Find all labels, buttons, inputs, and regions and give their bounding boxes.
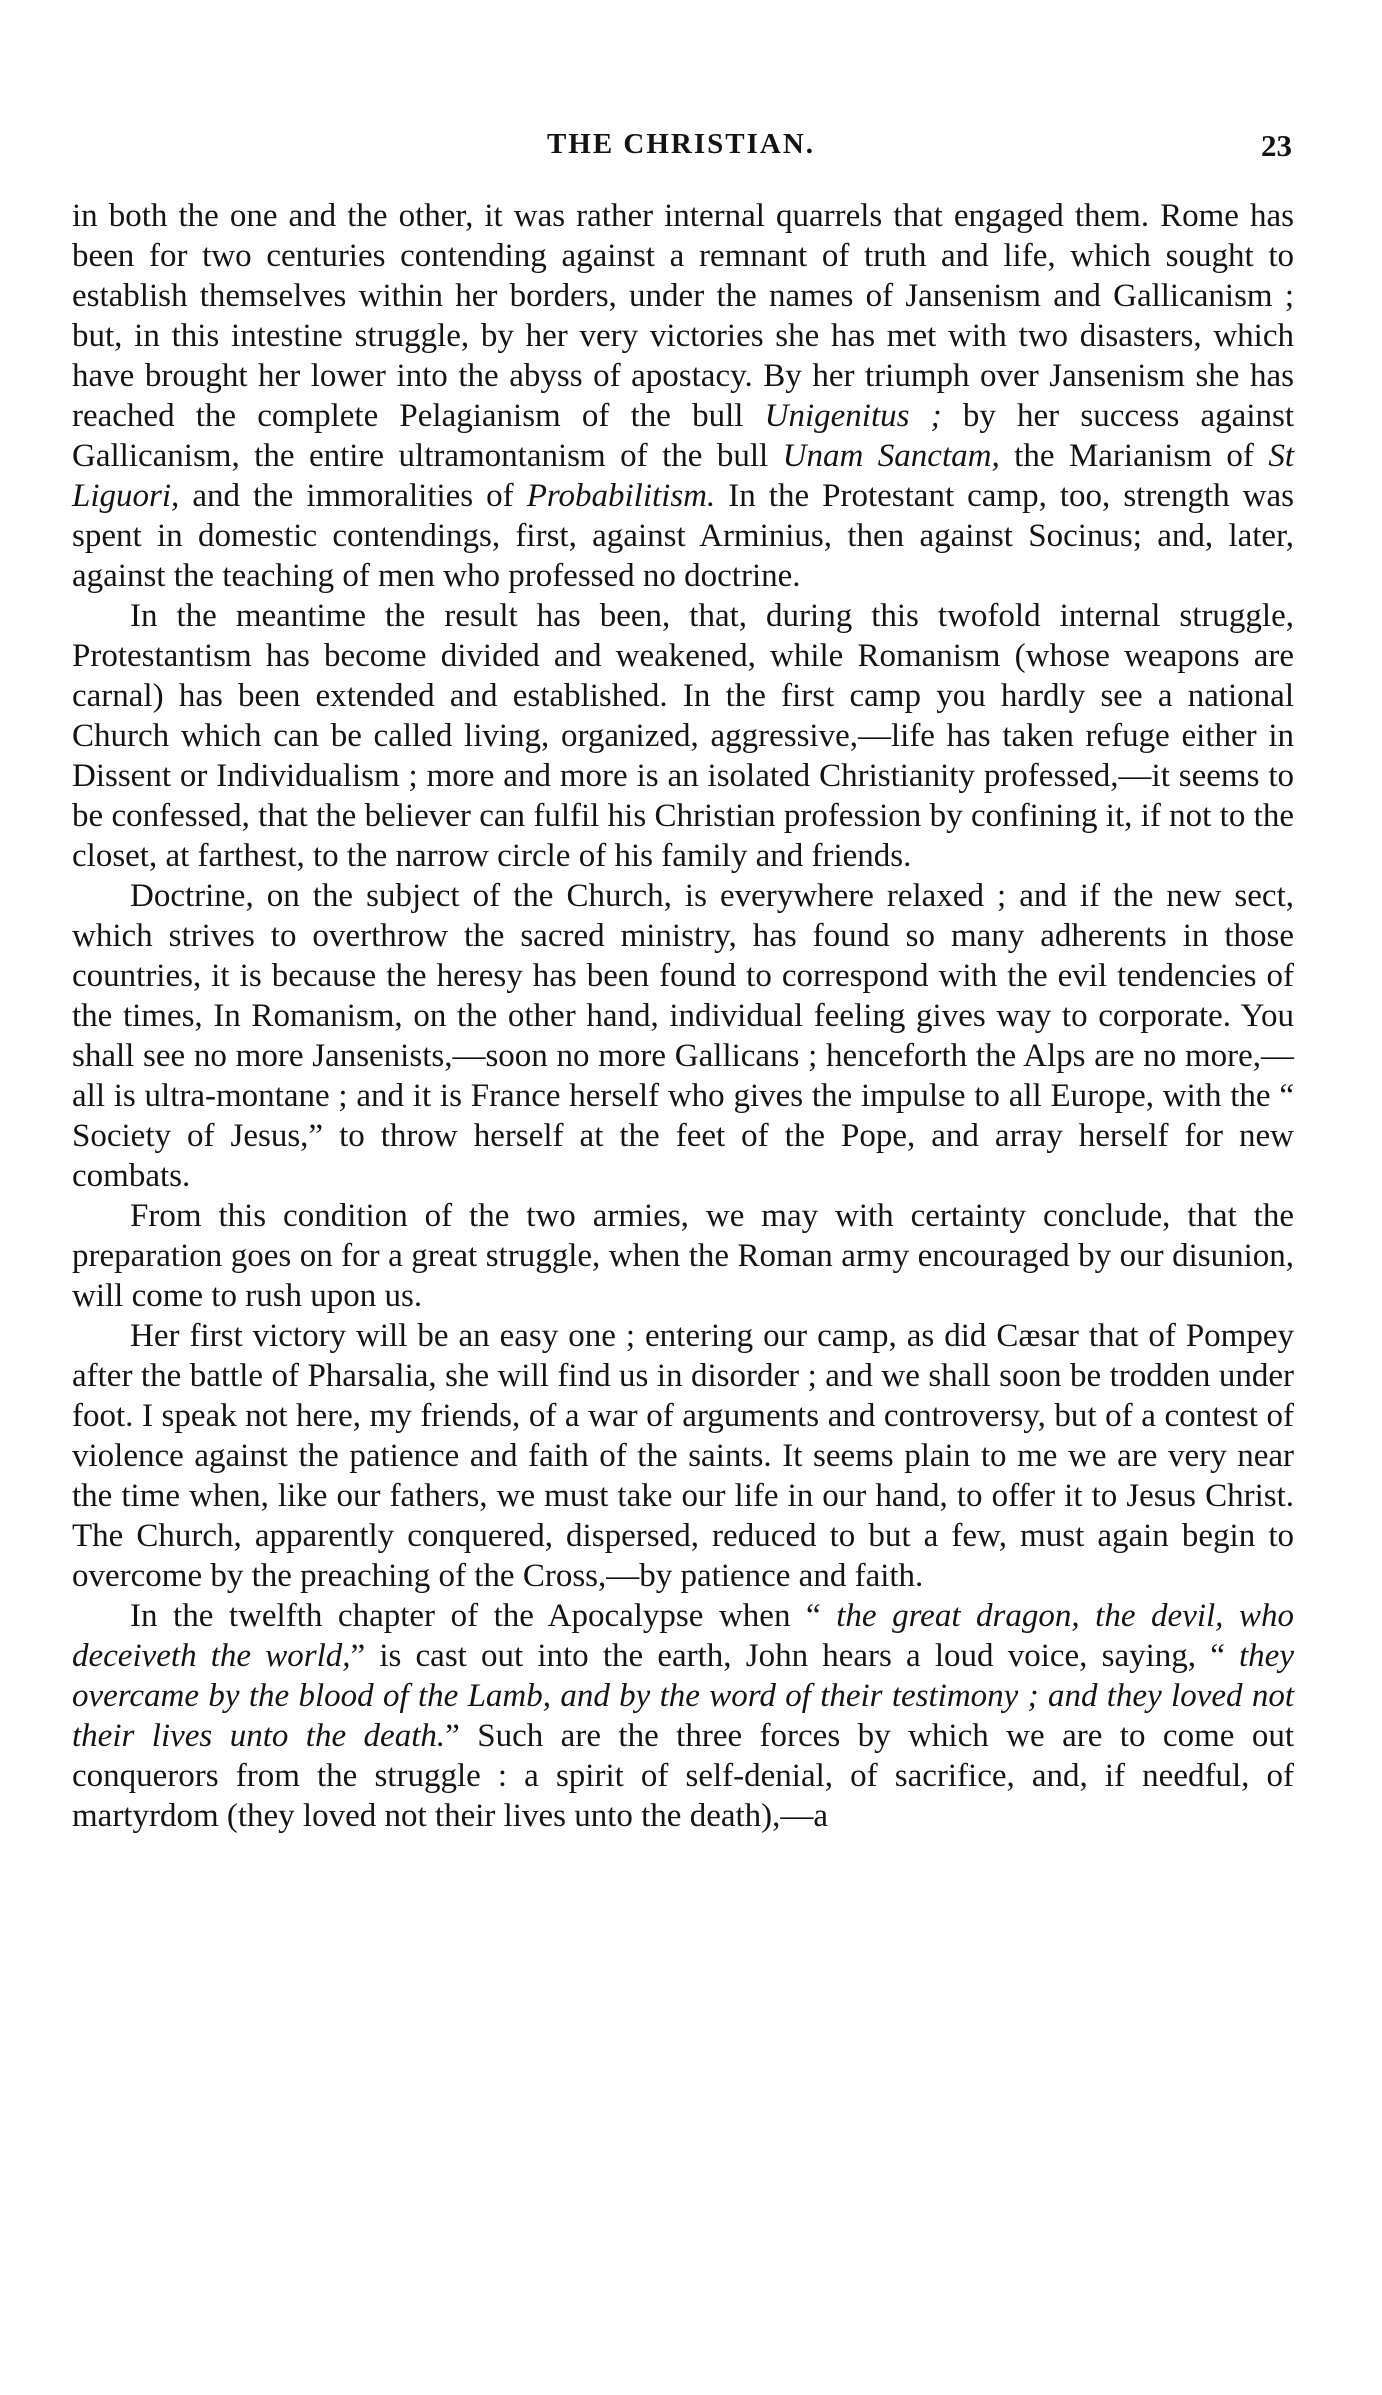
paragraph (72, 1596, 1294, 1836)
paragraph (72, 596, 1294, 876)
text-segment: ” Such are the three forces by which we are to come out conquerors from the struggle : a spirit of self-denial, of sacrifice, and, if needful, of martyrdom (they loved not their lives unto the death),—a (72, 1718, 1294, 1834)
text-segment: In the Protestant camp, too, strength was spent in domestic contendings, first, against Arminius, then against Socinus; and, later, against the teaching of men who professed no doctrine. (72, 478, 1294, 594)
text-segment: ” is cast out into the earth, John hears a loud voice, saying, “ (350, 1638, 1240, 1674)
text-segment: In the meantime the result has been, that, during this twofold internal struggle, Protestantism has become divided and weakened, while Romanism (whose weapons are carnal) has been extended and established. In the first camp you hardly see a national Church which can be called living, organized, aggressive,—life has taken refuge either in Dissent or Individualism ; more and more is an isolated Christianity professed,—it seems to be confessed, that the believer can fulfil his Christian profession by confining it, if not to the closet, at farthest, to the narrow circle of his family and friends. (72, 598, 1294, 874)
italic-text: Unigenitus ; (764, 398, 942, 434)
italic-text: they overcame by the blood of the Lamb, and by the word of their testimony ; and they loved not their lives unto the death. (72, 1638, 1294, 1754)
paragraph (72, 876, 1294, 1196)
text-segment: From this condition of the two armies, we may with certainty conclude, that the preparation goes on for a great struggle, when the Roman army encouraged by our disunion, will come to rush upon us. (72, 1198, 1294, 1314)
body-text (72, 196, 1294, 1836)
italic-text: Probabilitism. (526, 478, 716, 514)
text-segment: by her success against Gallicanism, the entire ultramontanism of the bull (72, 398, 1294, 474)
text-segment: In the twelfth chapter of the Apocalypse when “ (130, 1598, 837, 1634)
page-header (70, 128, 1292, 178)
running-title: THE CHRISTIAN. (546, 128, 816, 160)
italic-text: the great dragon, the devil, who deceiveth the world, (72, 1598, 1294, 1674)
page-number: 23 (1261, 128, 1292, 163)
paragraph (72, 196, 1294, 596)
text-segment: the Marianism of (999, 438, 1269, 474)
italic-text: St Liguori, (72, 438, 1295, 514)
text-segment: in both the one and the other, it was rather internal quarrels that engaged them. Rome has been for two centuries contending against a remnant of truth and life, which sought to establish themselves within her borders, under the names of Jansenism and Gallicanism ; but, in this intestine struggle, by her very victories she has met with two disasters, which have brought her lower into the abyss of apostacy. By her triumph over Jansenism she has reached the complete Pelagianism of the bull (72, 198, 1294, 434)
italic-text: Unam Sanctam, (782, 438, 1000, 474)
text-segment: Doctrine, on the subject of the Church, is everywhere relaxed ; and if the new sect, which strives to overthrow the sacred ministry, has found so many adherents in those countries, it is because the heresy has been found to correspond with the evil tendencies of the times, In Romanism, on the other hand, individual feeling gives way to corporate. You shall see no more Jansenists,—soon no more Gallicans ; henceforth the Alps are no more,—all is ultra-montane ; and it is France herself who gives the impulse to all Europe, with the “ Society of Jesus,” to throw herself at the feet of the Pope, and array herself for new combats. (72, 878, 1294, 1194)
text-segment: and the immoralities of (179, 478, 527, 514)
paragraph (72, 1196, 1294, 1316)
text-segment: Her first victory will be an easy one ; entering our camp, as did Cæsar that of Pompey after the battle of Pharsalia, she will find us in disorder ; and we shall soon be trodden under foot. I speak not here, my friends, of a war of arguments and controversy, but of a contest of violence against the patience and faith of the saints. It seems plain to me we are very near the time when, like our fathers, we must take our life in our hand, to offer it to Jesus Christ. The Church, apparently conquered, dispersed, reduced to but a few, must again begin to overcome by the preaching of the Cross,—by patience and faith. (72, 1318, 1294, 1594)
paragraph (72, 1316, 1294, 1596)
